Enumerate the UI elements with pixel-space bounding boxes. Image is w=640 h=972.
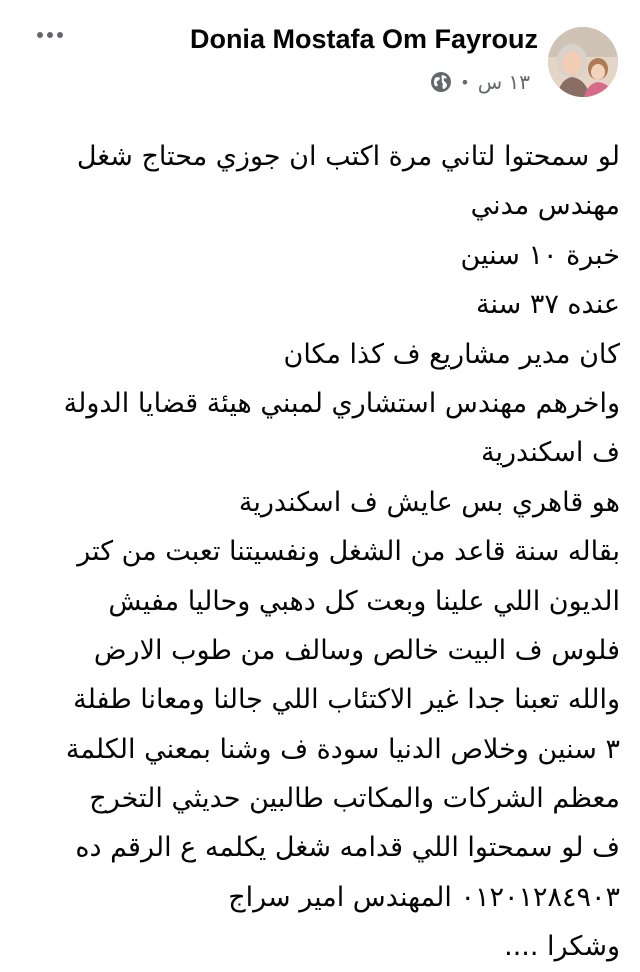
post-timestamp[interactable]: ١٣ س <box>477 70 530 94</box>
more-dots-icon <box>57 32 63 38</box>
post-text-line: ٣ سنين وخلاص الدنيا سودة ف وشنا بمعني الكلمة <box>65 733 620 765</box>
post-text-line: هو قاهري بس عايش ف اسكندرية <box>238 486 620 518</box>
author-name[interactable]: Donia Mostafa Om Fayrouz <box>189 24 538 54</box>
more-dots-icon <box>47 32 53 38</box>
post-text <box>18 132 620 972</box>
globe-icon[interactable] <box>430 71 452 93</box>
more-dots-icon <box>37 32 43 38</box>
post-text-line: خبرة ١٠ سنين <box>460 239 620 271</box>
more-options-button[interactable] <box>30 22 70 48</box>
post-text-line: الديون اللي علينا وبعت كل دهبي وحاليا مفيش <box>108 585 620 617</box>
post-text-line: مهندس مدني <box>470 190 620 222</box>
post-text-line: فلوس ف البيت خالص وسالف من طوب الارض <box>93 634 620 666</box>
post-text-line: وشكرا .... <box>504 931 620 963</box>
post-meta <box>430 70 530 94</box>
post-text-line: كان مدير مشاريع ف كذا مكان <box>283 338 620 370</box>
avatar-photo <box>548 27 618 97</box>
post-text-line: بقاله سنة قاعد من الشغل ونفسيتنا تعبت من كتر <box>77 536 620 568</box>
post-text-line: ف اسكندرية <box>481 437 620 469</box>
post-text-line: والله تعبنا جدا غير الاكتئاب اللي جالنا ومعانا طفلة <box>73 684 620 716</box>
post-text-line: واخرهم مهندس استشاري لمبني هيئة قضايا الدولة <box>63 387 620 419</box>
post-text-line: معظم الشركات والمكاتب طالبين حديثي التخرج <box>89 783 620 815</box>
post-text-line: ف لو سمحتوا اللي قدامه شغل يكلمه ع الرقم ده <box>75 832 620 864</box>
post-text-line: لو سمحتوا لتاني مرة اكتب ان جوزي محتاج شغل <box>76 141 620 172</box>
post-header <box>0 0 640 120</box>
avatar[interactable] <box>548 27 618 97</box>
post-text-line: ٠١٢٠١٢٨٤٩٠٣ المهندس امير سراج <box>228 881 620 913</box>
post-text-line: عنده ٣٧ سنة <box>475 289 620 321</box>
meta-separator: • <box>460 72 470 92</box>
